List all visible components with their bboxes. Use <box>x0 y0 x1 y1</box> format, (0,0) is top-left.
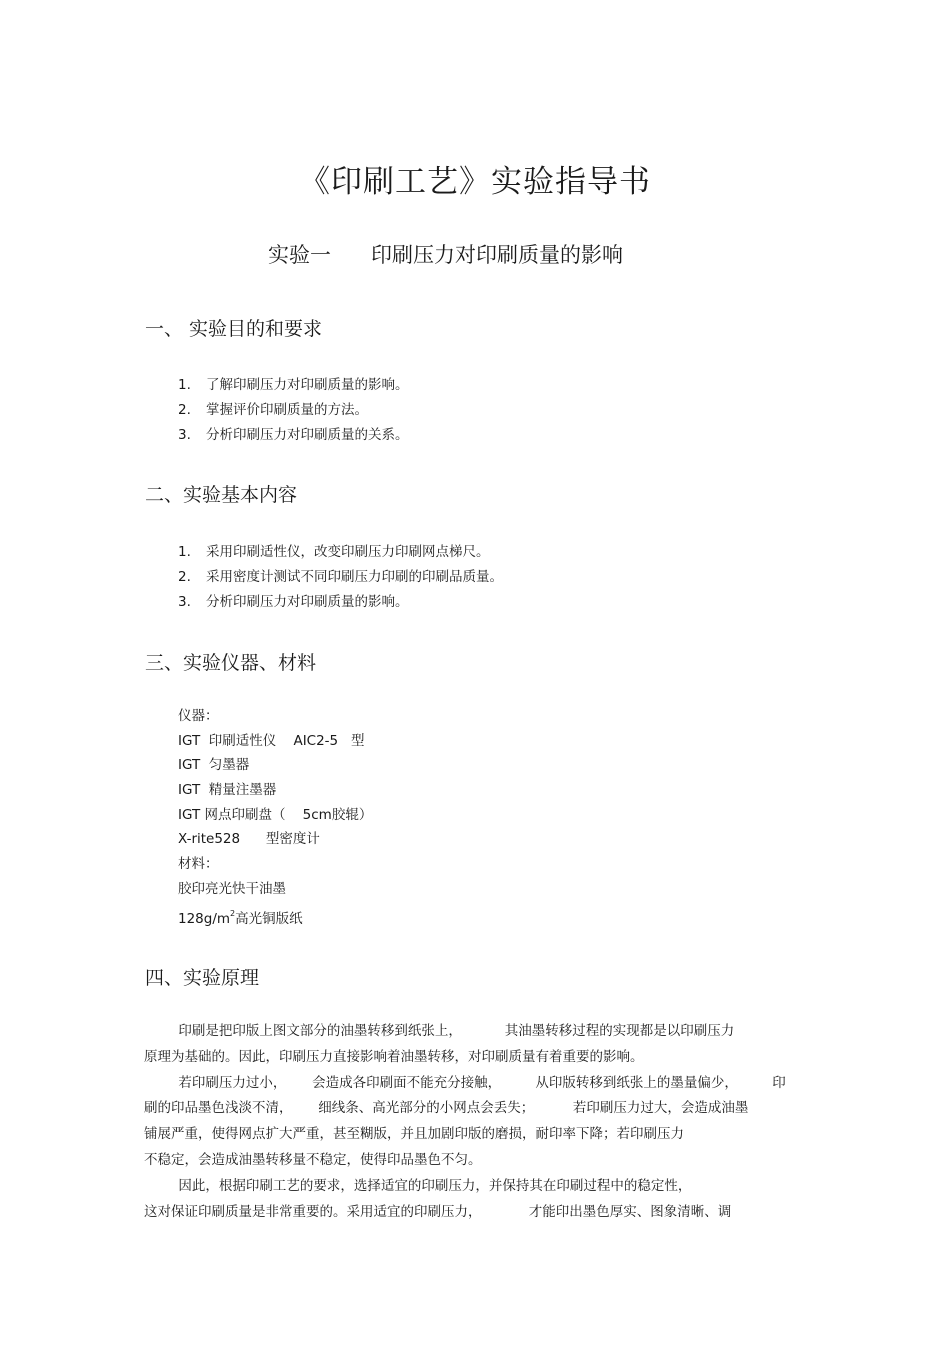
list-item <box>178 565 503 590</box>
list-item <box>178 423 409 448</box>
section-heading-principle: 四、实验原理 <box>145 967 260 989</box>
paper-weight: 128g/m <box>178 910 231 927</box>
equipment-item: IGT 印刷适性仪 AIC2-5 型 <box>178 732 365 749</box>
document-title: 《印刷工艺》实验指导书 <box>299 164 651 200</box>
equipment-item: IGT 网点印刷盘（ 5cm胶辊） <box>178 806 373 823</box>
section-heading-objectives: 一、 实验目的和要求 <box>145 318 323 340</box>
list-number: 3. <box>178 594 191 610</box>
paragraph-line: 原理为基础的。因此，印刷压力直接影响着油墨转移，对印刷质量有着重要的影响。 <box>144 1048 644 1065</box>
list-text: 分析印刷压力对印刷质量的影响。 <box>206 594 409 610</box>
objectives-list <box>178 373 409 448</box>
list-text: 了解印刷压力对印刷质量的影响。 <box>206 377 409 393</box>
list-number: 1. <box>178 544 191 560</box>
content-list <box>178 540 503 615</box>
principle-paragraph <box>144 1019 804 1225</box>
list-text: 掌握评价印刷质量的方法。 <box>206 402 368 418</box>
list-number: 2. <box>178 402 191 418</box>
equipment-item: X-rite528 型密度计 <box>178 831 320 848</box>
equipment-label: 仪器： <box>178 708 219 724</box>
paper-type: 高光铜版纸 <box>235 910 303 927</box>
section-heading-content: 二、实验基本内容 <box>145 484 298 506</box>
material-item: 胶印亮光快干油墨 <box>178 880 286 897</box>
paragraph-line: 因此，根据印刷工艺的要求，选择适宜的印刷压力，并保持其在印刷过程中的稳定性， <box>144 1177 692 1194</box>
paragraph-line: 若印刷压力过小， 会造成各印刷面不能充分接触， 从印版转移到纸张上的墨量偏少， 印 <box>144 1074 786 1091</box>
list-text: 采用密度计测试不同印刷压力印刷的印刷品质量。 <box>206 569 503 585</box>
experiment-subtitle: 实验一 印刷压力对印刷质量的影响 <box>268 243 624 267</box>
equipment-item: IGT 精量注墨器 <box>178 782 277 799</box>
list-number: 1. <box>178 377 191 393</box>
list-item <box>178 398 409 423</box>
equipment-materials-list <box>178 704 372 926</box>
paper-unit-superscript: 2 <box>230 908 236 918</box>
list-text: 分析印刷压力对印刷质量的关系。 <box>206 427 409 443</box>
paragraph-line: 不稳定，会造成油墨转移量不稳定，使得印品墨色不匀。 <box>144 1151 482 1168</box>
list-number: 3. <box>178 427 191 443</box>
paragraph-line: 刷的印品墨色浅淡不清， 细线条、高光部分的小网点会丢失； 若印刷压力过大，会造成油墨 <box>144 1100 749 1117</box>
list-item <box>178 540 503 565</box>
list-text: 采用印刷适性仪，改变印刷压力印刷网点梯尺。 <box>206 544 490 560</box>
materials-label: 材料： <box>178 856 219 873</box>
equipment-item: IGT 匀墨器 <box>178 757 250 774</box>
paragraph-line: 这对保证印刷质量是非常重要的。采用适宜的印刷压力， 才能印出墨色厚实、图象清晰、调 <box>144 1203 732 1220</box>
list-item <box>178 373 409 398</box>
paragraph-line: 印刷是把印版上图文部分的油墨转移到纸张上， 其油墨转移过程的实现都是以印刷压力 <box>144 1023 735 1039</box>
paragraph-line: 铺展严重，使得网点扩大严重，甚至糊版，并且加剧印版的磨损，耐印率下降；若印刷压力 <box>144 1126 684 1143</box>
list-number: 2. <box>178 569 191 585</box>
material-item-paper <box>178 902 372 927</box>
section-heading-equipment: 三、实验仪器、材料 <box>145 652 317 674</box>
list-item <box>178 590 503 615</box>
